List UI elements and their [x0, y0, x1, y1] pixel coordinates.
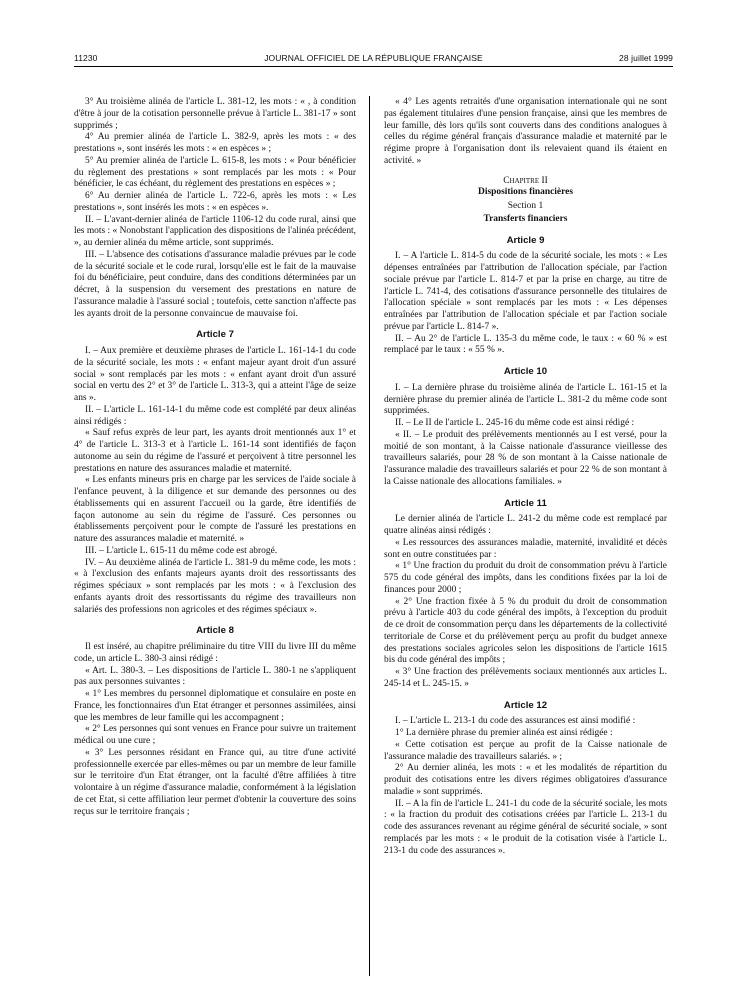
paragraph: III. – L'absence des cotisations d'assurance maladie prévues par le code de la sécurité sociale et le code rural, lorsqu'elle est le fait de la mauvaise foi du bénéficiaire, peut conduire, dans des conditions déterminées par un décret, à la suspension du versement des prestations en nature de l'assurance maladie à l'assuré social ; toutefois, cette sanction n'affecte pas les ayants droit de la personne convaincue de mauvaise foi. [74, 249, 356, 319]
left-column [74, 97, 356, 818]
paragraph: « 4° Les agents retraités d'une organisation internationale qui ne sont pas également titulaires d'une pension française, ainsi que les membres de leur famille, dès lors qu'ils sont couverts dans des conditions analogues à celles du régime général français d'assurance maladie et maternité par le régime propre à l'organisation dont ils relevaient quand ils étaient en activité. » [384, 97, 667, 166]
section-title: Transferts financiers [483, 213, 568, 224]
paragraph: « Les ressources des assurances maladie, maternité, invalidité et décès sont en outre constituées par : [384, 537, 667, 560]
paragraph: II. – L'article L. 161-14-1 du même code est complété par deux alinéas ainsi rédigés : [74, 404, 356, 427]
article-heading: Article 8 [196, 625, 234, 637]
paragraph: « 2° Une fraction fixée à 5 % du produit du droit de consommation prévu à l'article 403 du code général des impôts, à l'exception du produit de ce droit de consommation perçu dans les départements de la collectivité territoriale de Corse et du prélèvement perçu au profit du budget annexe des prestations sociales agricoles selon les dispositions de l'article 1615 bis du code général des impôts ; [384, 596, 667, 666]
page-number: 11230 [74, 53, 98, 63]
paragraph: « Les enfants mineurs pris en charge par les services de l'aide sociale à l'enfance peuvent, à la diligence et sur demande des personnes ou des établissements qui en assurent l'accueil ou la garde, être identifiés de façon autonome au sein du régime de l'assuré. Ces personnes ou établissements perçoivent pour le compte de l'assuré les prestations en nature des assurances maladie et maternité. » [74, 475, 356, 544]
paragraph: « Cette cotisation est perçue au profit de la Caisse nationale de l'assurance maladie des travailleurs salariés. » ; [384, 739, 667, 762]
article-heading: Article 9 [506, 234, 545, 246]
paragraph: 3° Au troisième alinéa de l'article L. 381-12, les mots : « , à condition d'être à jour de la cotisation personnelle prévue à l'article L. 381-17 » sont supprimés ; [74, 97, 356, 131]
paragraph: « 3° Les personnes résidant en France qui, au titre d'une activité professionnelle exercée par elles-mêmes ou par un membre de leur famille sur le territoire d'un Etat étranger, ont la faculté d'être affiliées à titre volontaire à un régime d'assurance maladie, conformément à la législation de cet Etat, si cette affiliation leur permet d'obtenir la couverture des soins reçus sur le territoire français ; [74, 747, 356, 817]
paragraph: II. – L'avant-dernier alinéa de l'article 1106-12 du code rural, ainsi que les mots : « Nonobstant l'application des dispositions de l'alinéa précédent, », au dernier alinéa du même article, sont supprimés. [74, 214, 357, 248]
paragraph: III. – L'article L. 615-11 du même code est abrogé. [85, 545, 278, 556]
article-heading: Article 7 [196, 329, 234, 341]
right-column [384, 97, 667, 857]
paragraph: II. – Le II de l'article L. 245-16 du même code est ainsi rédigé : [395, 418, 635, 428]
paragraph: I. – L'article L. 213-1 du code des assurances est ainsi modifié : [395, 716, 636, 727]
article-heading: Article 10 [503, 366, 548, 377]
paragraph: I. – A l'article L. 814-5 du code de la sécurité sociale, les mots : « Les dépenses entraînées par l'attribution de l'allocation spéciale, par l'action sociale prévue par l'article L. 814-7 et par la prise en charge, au titre de l'article L. 741-4, des cotisations d'assurance personnelle des titulaires de l'allocation spéciale » sont remplacés par les mots : « Les dépenses entraînées par l'attribution de l'allocation spéciale et par l'action sociale prévue par l'article L. 814-7 ». [384, 251, 667, 332]
chapter-heading: Chapitre II [503, 175, 548, 186]
paragraph: « 3° Une fraction des prélèvements sociaux mentionnés aux articles L. 245-14 et L. 245-15. » [384, 667, 667, 689]
page-header [74, 53, 673, 67]
paragraph: IV. – Au deuxième alinéa de l'article L. 381-9 du même code, les mots : « à l'exclusion des enfants majeurs ayants droit des ressortissants des régimes spéciaux » sont remplacés par les mots : « à l'exclusion des enfants ayants droit des ressortissants du régime des travailleurs non salariés des professions non agricoles et des régimes spéciaux ». [74, 557, 356, 615]
article-heading: Article 12 [503, 699, 548, 711]
paragraph: 6° Au dernier alinéa de l'article L. 722-6, après les mots : « Les prestations », sont insérés les mots : « en espèces ». [74, 191, 356, 213]
paragraph: « 1° Une fraction du produit du droit de consommation prévu à l'article 575 du code général des impôts, dans les conditions fixées par la loi de finances pour 2000 ; [384, 561, 667, 595]
paragraph: 1° La dernière phrase du premier alinéa est ainsi rédigée : [395, 728, 613, 738]
paragraph: « Art. L. 380-3. – Les dispositions de l'article L. 380-1 ne s'appliquent pas aux personnes suivantes : [74, 665, 356, 688]
paragraph: I. – Aux première et deuxième phrases de l'article L. 161-14-1 du code de la sécurité sociale, les mots : « enfant majeur ayant droit d'un assuré social » sont remplacés par les mots : « enfant ayant droit d'un assuré social en vertu des 2° et 3° de l'article L. 313-3, qui a atteint l'âge de seize ans ». [74, 346, 356, 403]
column-divider [369, 96, 370, 976]
paragraph: 2° Au dernier alinéa, les mots : « et les modalités de répartition du produit des cotisations entre les divers régimes obligatoires d'assurance maladie » sont supprimés. [384, 763, 667, 797]
paragraph: 4° Au premier alinéa de l'article L. 382-9, après les mots : « des prestations », sont insérés les mots : « en espèces » ; [74, 132, 356, 154]
paragraph: Le dernier alinéa de l'article L. 241-2 du même code est remplacé par quatre alinéas ainsi rédigés : [384, 514, 667, 536]
paragraph: « Sauf refus exprès de leur part, les ayants droit mentionnés aux 1° et 4° de l'article L. 313-3 et à l'article L. 161-14 sont identifiés de façon autonome au sein du régime de l'assuré et perçoivent à titre personnel les prestations en nature des assurances maladie et maternité. [74, 428, 356, 474]
paragraph: I. – La dernière phrase du troisième alinéa de l'article L. 161-15 et la dernière phrase du premier alinéa de l'article L. 381-2 du même code sont supprimées. [384, 382, 667, 417]
publication-date: 28 juillet 1999 [619, 53, 673, 63]
paragraph: Il est inséré, au chapitre préliminaire du titre VIII du livre III du même code, un article L. 380-3 ainsi rédigé : [74, 642, 356, 664]
paragraph: « 1° Les membres du personnel diplomatique et consulaire en poste en France, les fonctionnaires d'un Etat étranger et personnes assimilées, ainsi que les membres de leur famille qui les accompagnent ; [74, 689, 356, 723]
journal-title: JOURNAL OFFICIEL DE LA RÉPUBLIQUE FRANÇAISE [264, 53, 483, 63]
paragraph: « II. – Le produit des prélèvements mentionnés au I est versé, pour la moitié de son montant, à la Caisse nationale d'assurance vieillesse des travailleurs salariés, pour 28 % de son montant à la Caisse nationale de l'assurance maladie des travailleurs salariés et pour 22 % de son montant à la Caisse nationale des allocations familiales. » [384, 429, 667, 487]
header-rule [74, 66, 673, 67]
paragraph: 5° Au premier alinéa de l'article L. 615-8, les mots : « Pour bénéficier du règlement des prestations » sont remplacés par les mots : « Pour bénéficier, le cas échéant, du règlement des prestations en espèces » ; [74, 155, 356, 190]
paragraph: « 2° Les personnes qui sont venues en France pour suivre un traitement médical ou une cure ; [74, 724, 356, 746]
chapter-title: Dispositions financières [478, 187, 573, 198]
article-heading: Article 11 [504, 497, 547, 509]
paragraph: II. – Au 2° de l'article L. 135-3 du même code, le taux : « 60 % » est remplacé par le taux : « 55 % ». [384, 333, 667, 356]
section-heading: Section 1 [507, 201, 544, 211]
paragraph: II. – A la fin de l'article L. 241-1 du code de la sécurité sociale, les mots : « la fraction du produit des cotisations créées par l'article L. 213-1 du code des assurances revenant au régime général de sécurité sociale, » sont remplacés par les mots : « le produit de la cotisation visée à l'article L. 213-1 du code des assurances ». [384, 798, 667, 856]
